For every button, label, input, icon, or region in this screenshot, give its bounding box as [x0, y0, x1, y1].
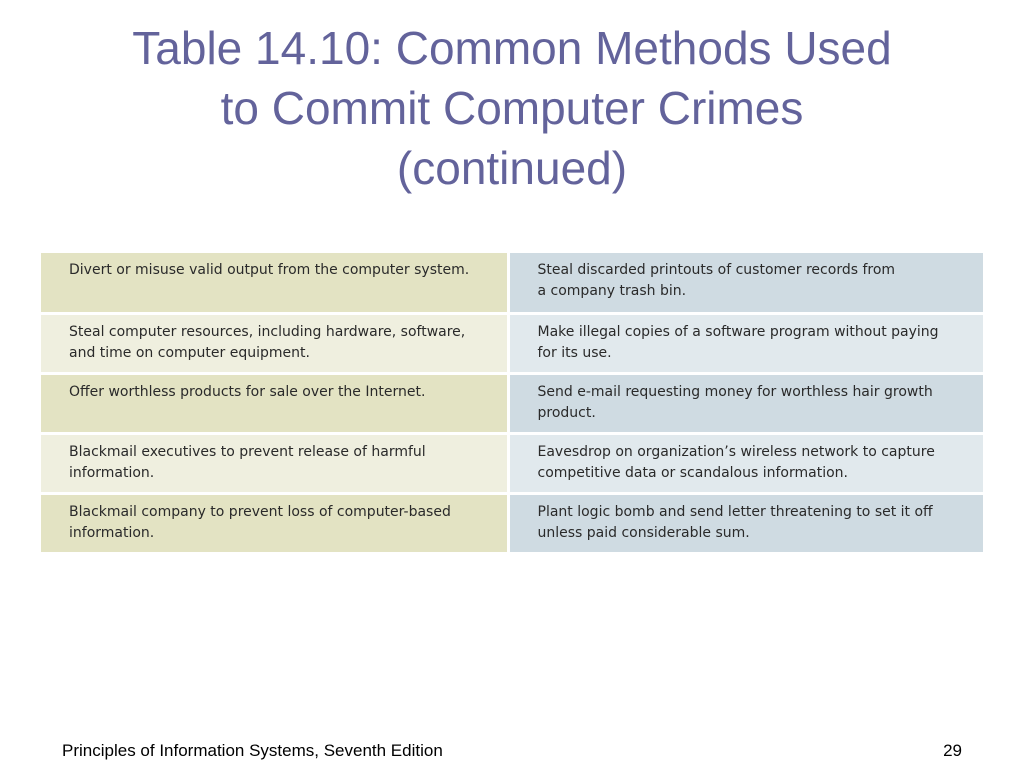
- cell-text: Divert or misuse valid output from the computer system.: [69, 262, 470, 278]
- table-cell: [508, 313, 983, 373]
- cell-text: information.: [69, 464, 155, 481]
- cell-text: product.: [537, 404, 596, 421]
- cell-text: Blackmail executives to prevent release of harmful: [69, 443, 426, 460]
- table-row: [41, 373, 983, 433]
- slide-title-line: Table 14.10: Common Methods Used: [132, 22, 892, 74]
- table-cell: [508, 253, 983, 313]
- cell-text: information.: [69, 524, 155, 541]
- table-row: [41, 493, 983, 553]
- cell-text: Eavesdrop on organization’s wireless network to capture: [537, 443, 935, 460]
- cell-text: Steal computer resources, including hardware, software,: [69, 323, 466, 340]
- crime-methods-table: [41, 253, 983, 555]
- cell-text: Plant logic bomb and send letter threatening to set it off: [537, 503, 933, 520]
- footer-text: Principles of Information Systems, Seventh Edition: [62, 741, 443, 760]
- cell-text: a company trash bin.: [537, 283, 687, 299]
- cell-text: Make illegal copies of a software program without paying: [537, 323, 939, 340]
- slide-title-line: to Commit Computer Crimes: [220, 82, 804, 134]
- cell-text: competitive data or scandalous information.: [537, 464, 848, 481]
- slide-title-line: (continued): [396, 142, 628, 194]
- table-row: [41, 433, 983, 493]
- cell-text: Send e-mail requesting money for worthless hair growth: [537, 383, 933, 400]
- slide-title: [40, 18, 984, 198]
- cell-text: unless paid considerable sum.: [537, 524, 750, 541]
- cell-text: for its use.: [537, 344, 612, 361]
- cell-text: Blackmail company to prevent loss of computer-based: [69, 503, 451, 520]
- table-row: [41, 253, 983, 313]
- table-cell: [508, 433, 983, 493]
- table-cell: [41, 373, 508, 433]
- cell-text: and time on computer equipment.: [69, 344, 310, 361]
- table-row: [41, 313, 983, 373]
- cell-text: Offer worthless products for sale over the Internet.: [69, 383, 426, 400]
- table-cell: [41, 313, 508, 373]
- cell-text: Steal discarded printouts of customer records from: [537, 262, 896, 278]
- page-number: 29: [943, 741, 962, 760]
- table-cell: [41, 433, 508, 493]
- table-cell: [508, 493, 983, 553]
- table-cell: [41, 253, 508, 313]
- table-cell: [41, 493, 508, 553]
- table-cell: [508, 373, 983, 433]
